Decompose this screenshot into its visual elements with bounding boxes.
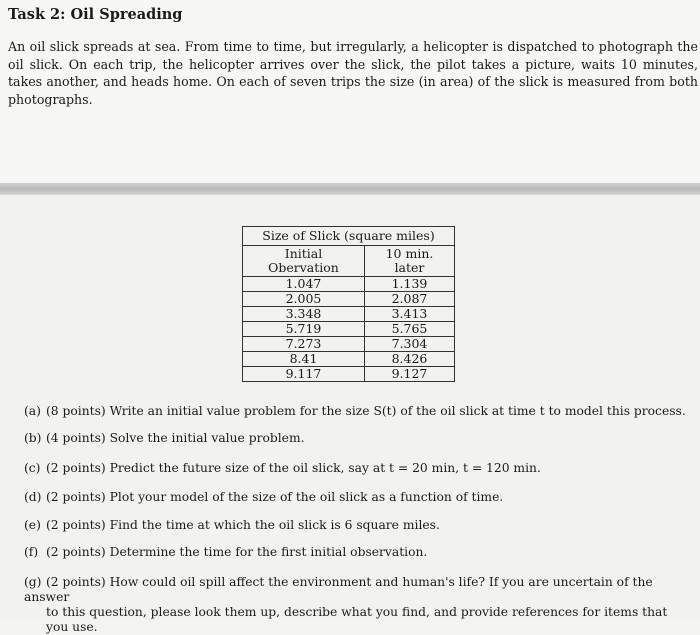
question-label: (g): [24, 575, 42, 589]
question-label: (d): [24, 490, 42, 504]
cell-later: 5.765: [365, 322, 455, 337]
task-title: Task 2: Oil Spreading: [8, 6, 183, 23]
question-label: (a): [24, 404, 41, 418]
cell-later: 2.087: [365, 292, 455, 307]
table-row: [243, 352, 455, 367]
table-row: [243, 292, 455, 307]
cell-later: 3.413: [365, 307, 455, 322]
cell-later: 8.426: [365, 352, 455, 367]
question-label: (f): [24, 545, 39, 559]
table-row: [243, 367, 455, 382]
oil-slick-table: [242, 226, 455, 382]
task-header-section: [0, 0, 700, 180]
cell-initial: 7.273: [243, 337, 365, 352]
cell-later: 9.127: [365, 367, 455, 382]
section-divider: [0, 183, 700, 195]
table-row: [243, 337, 455, 352]
question-text: (2 points) Determine the time for the first initial observation.: [46, 545, 428, 559]
table-caption: Size of Slick (square miles): [243, 227, 455, 246]
table-row: [243, 307, 455, 322]
task-description: An oil slick spreads at sea. From time to time, but irregularly, a helicopter is dispatched to photograph the oil slick. On each trip, the helicopter arrives over the slick, the pilot takes a picture, waits 10 minutes, takes another, and heads home. On each of seven trips the size (in area) of the slick is measured from both photographs.: [8, 39, 698, 107]
col-header-later: 10 min. later: [365, 246, 455, 277]
question-d: [24, 490, 503, 504]
question-g: [24, 575, 684, 635]
question-text: (2 points) How could oil spill affect the environment and human's life? If you are uncertain of the answer: [24, 575, 653, 604]
question-text: (8 points) Write an initial value problem for the size S(t) of the oil slick at time t to model this process.: [46, 404, 686, 418]
question-text: (4 points) Solve the initial value problem.: [46, 431, 305, 445]
question-text-continued: to this question, please look them up, describe what you find, and provide references for items that you use.: [46, 605, 668, 634]
question-f: [24, 545, 427, 559]
question-text: (2 points) Plot your model of the size of the oil slick as a function of time.: [46, 490, 504, 504]
question-label: (e): [24, 518, 41, 532]
question-label: (c): [24, 461, 41, 475]
question-a: [24, 404, 686, 418]
question-c: [24, 461, 541, 475]
question-text: (2 points) Predict the future size of the oil slick, say at t = 20 min, t = 120 min.: [46, 461, 541, 475]
question-text: (2 points) Find the time at which the oil slick is 6 square miles.: [46, 518, 440, 532]
cell-initial: 2.005: [243, 292, 365, 307]
cell-initial: 1.047: [243, 277, 365, 292]
table-row: [243, 322, 455, 337]
table-row: [243, 277, 455, 292]
cell-initial: 9.117: [243, 367, 365, 382]
col-header-initial: Initial Obervation: [243, 246, 365, 277]
cell-initial: 3.348: [243, 307, 365, 322]
cell-initial: 5.719: [243, 322, 365, 337]
question-label: (b): [24, 431, 42, 445]
question-e: [24, 518, 440, 532]
cell-later: 1.139: [365, 277, 455, 292]
cell-later: 7.304: [365, 337, 455, 352]
cell-initial: 8.41: [243, 352, 365, 367]
question-b: [24, 431, 305, 445]
